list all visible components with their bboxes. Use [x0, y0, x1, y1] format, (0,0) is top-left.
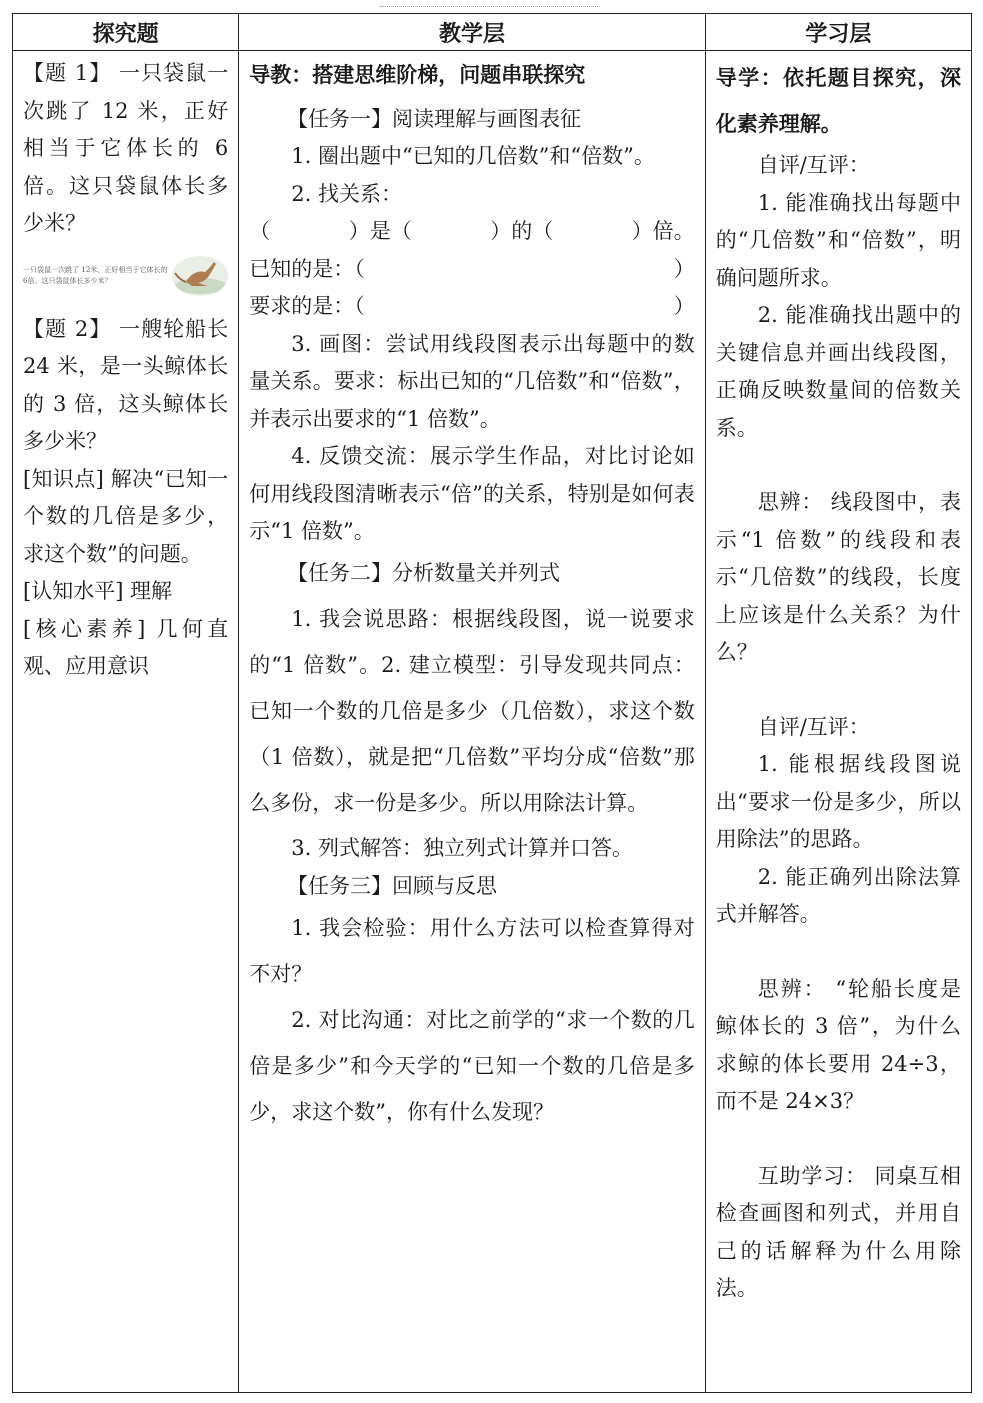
question-1-image [23, 249, 228, 303]
learning-column [705, 51, 971, 1393]
inquiry-column [13, 51, 239, 1393]
blank-paren-2: ）是（ [348, 219, 412, 243]
header-inquiry: 探究题 [13, 14, 239, 51]
think-2: 思辨： “轮船长度是鲸体长的 3 倍”，为什么求鲸的体长要用 24÷3，而不是 24×3？ [715, 976, 961, 1113]
core-literacy: [核心素养] 几何直观、应用意识 [23, 616, 229, 678]
image-caption: 一只袋鼠一次跳了 12米，正好相当于它体长的6倍。这只袋鼠体长多少米？ [23, 265, 168, 285]
header-learning: 学习层 [705, 14, 971, 51]
task-2-step-1: 1. 我会说思路：根据线段图，说一说要求的“1 倍数”。2. 建立模型：引导发现共同点：已知一个数的几倍是多少（几倍数），求这个数（1 倍数），就是把“几倍数”平均分成“倍数”那么多份，求一份是多少。所以用除法计算。 [249, 607, 695, 815]
header-residue-line [380, 2, 600, 7]
teaching-guide: 导教：搭建思维阶梯，问题串联探究 [249, 63, 586, 87]
teaching-column [239, 51, 705, 1393]
task-1-step-2: 2. 找关系： [291, 181, 402, 206]
eval-1-item-2: 2. 能准确找出题中的关键信息并画出线段图，正确反映数量间的倍数关系。 [715, 303, 961, 440]
task-3-step-1: 1. 我会检验：用什么方法可以检查算得对不对？ [249, 916, 695, 986]
cognitive-level: [认知水平] 理解 [23, 579, 173, 603]
known-label: 已知的是：（ [249, 256, 365, 281]
task-2-title: 【任务二】分析数量关并列式 [287, 560, 561, 585]
knowledge-point: [知识点] 解决“已知一个数的几倍是多少，求这个数”的问题。 [23, 466, 229, 566]
task-2-step-3: 3. 列式解答：独立列式计算并口答。 [291, 836, 633, 860]
content-row [13, 51, 972, 1393]
blank-paren-1: （ [249, 219, 271, 243]
lesson-table [12, 13, 972, 1393]
question-2: 【题 2】 一艘轮船长 24 米，是一头鲸体长的 3 倍，这头鲸体长多少米？ [23, 316, 229, 453]
task-1-step-4: 4. 反馈交流：展示学生作品，对比讨论如何用线段图清晰表示“倍”的关系，特别是如何表示“1 倍数”。 [249, 444, 695, 543]
task-1-step-3: 3. 画图：尝试用线段图表示出每题中的数量关系。要求：标出已知的“几倍数”和“倍数”，并表示出要求的“1 倍数”。 [249, 331, 695, 431]
known-end: ） [673, 256, 695, 281]
ask-end: ） [673, 294, 695, 318]
learning-guide: 导学：依托题目探究，深化素养理解。 [715, 66, 961, 136]
task-1-step-1: 1. 圈出题中“已知的几倍数”和“倍数”。 [291, 144, 655, 168]
ask-label: 要求的是：（ [249, 294, 365, 318]
eval-1-title: 自评/互评： [757, 153, 870, 177]
ask-line [249, 288, 694, 326]
question-1: 【题 1】 一只袋鼠一次跳了 12 米，正好相当于它体长的 6 倍。这只袋鼠体长多少米？ [23, 61, 229, 235]
task-1-title: 【任务一】阅读理解与画图表征 [287, 106, 582, 131]
blank-paren-3: ）的（ [490, 219, 554, 243]
task-3-title: 【任务三】回顾与反思 [287, 873, 498, 898]
eval-2-item-2: 2. 能正确列出除法算式并解答。 [715, 864, 961, 926]
relation-blanks [249, 213, 694, 251]
kangaroo-image [172, 256, 229, 296]
think-1: 思辨： 线段图中，表示“1 倍数”的线段和表示“几倍数”的线段，长度上应该是什么关系？为什么？ [715, 490, 961, 664]
known-line [249, 251, 694, 289]
eval-2-title: 自评/互评： [757, 714, 870, 739]
header-teaching: 教学层 [239, 14, 705, 51]
task-3-step-2: 2. 对比沟通：对比之前学的“求一个数的几倍是多少”和今天学的“已知一个数的几倍是多少，求这个数”，你有什么发现？ [249, 1008, 695, 1124]
eval-2-item-1: 1. 能根据线段图说出“要求一份是多少，所以用除法”的思路。 [715, 752, 961, 851]
peer-learning: 互助学习： 同桌互相检查画图和列式，并用自己的话解释为什么用除法。 [715, 1163, 961, 1300]
eval-1-item-1: 1. 能准确找出每题中的“几倍数”和“倍数”，明确问题所求。 [715, 190, 961, 290]
blank-paren-4: ）倍。 [631, 219, 695, 243]
header-row [13, 14, 972, 51]
